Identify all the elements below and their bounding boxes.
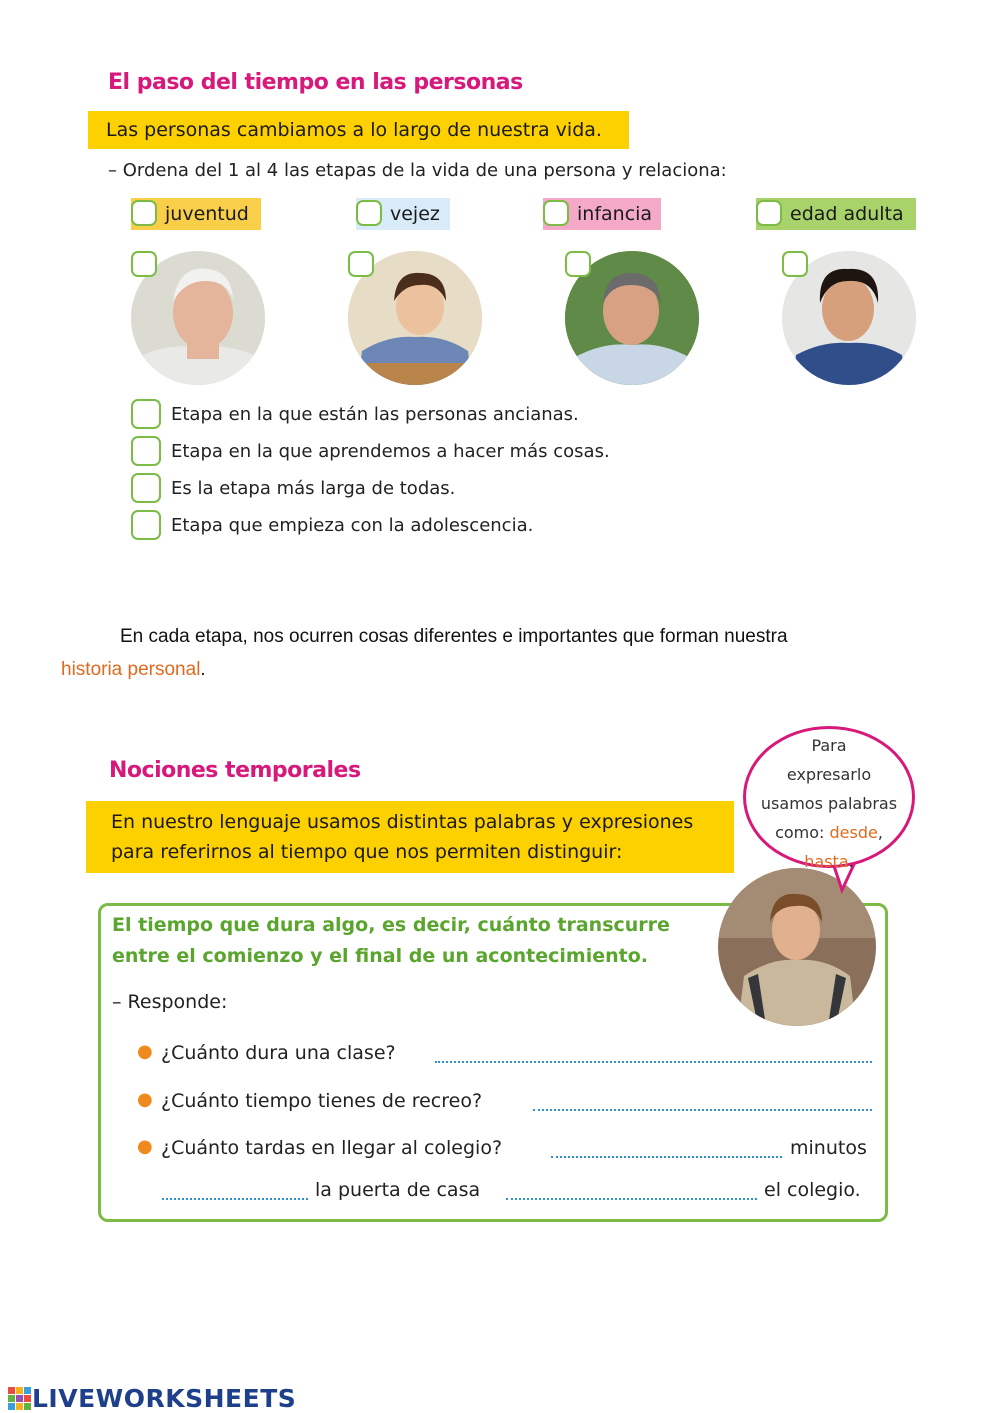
statement-1: Etapa en la que están las personas ancianas.: [171, 404, 579, 425]
nociones-banner-line-2: para referirnos al tiempo que nos permiten distinguir:: [111, 841, 623, 863]
paragraph-line-2: [61, 659, 206, 681]
stage-vejez-text: vejez: [390, 203, 440, 225]
box-definition-line-2: entre el comienzo y el final de un acontecimiento.: [112, 945, 648, 967]
statement-checkbox-1[interactable]: [131, 399, 161, 429]
bubble-line-4: [746, 818, 912, 847]
photo-checkbox-elderly[interactable]: [131, 251, 157, 277]
speech-bubble: [743, 726, 915, 871]
stage-infancia-text: infancia: [577, 203, 653, 225]
bubble-line-1: Para: [811, 736, 847, 755]
stage-label-infancia: [543, 198, 661, 230]
statement-4: Etapa que empieza con la adolescencia.: [171, 515, 534, 536]
stage-edad-adulta-text: edad adulta: [790, 203, 904, 225]
bullet-icon: ●: [137, 1089, 153, 1110]
question-2: ¿Cuánto tiempo tienes de recreo?: [161, 1090, 483, 1112]
footer-brand: [8, 1384, 296, 1413]
stage-label-juventud: [131, 198, 261, 230]
minutes-label: minutos: [790, 1137, 867, 1159]
statement-2: Etapa en la que aprendemos a hacer más cosas.: [171, 441, 610, 462]
bullet-icon: ●: [137, 1136, 153, 1157]
responde-label: – Responde:: [112, 991, 228, 1013]
box-definition-line-1: El tiempo que dura algo, es decir, cuánto transcurre: [112, 914, 670, 936]
order-checkbox-edad-adulta[interactable]: [756, 200, 782, 226]
order-checkbox-juventud[interactable]: [131, 200, 157, 226]
order-checkbox-infancia[interactable]: [543, 200, 569, 226]
bubble-line-2: expresarlo: [786, 765, 872, 784]
photo-checkbox-adult[interactable]: [565, 251, 591, 277]
question-3: ¿Cuánto tardas en llegar al colegio?: [161, 1137, 503, 1159]
question-1: ¿Cuánto dura una clase?: [161, 1042, 396, 1064]
paragraph-line-1: En cada etapa, nos ocurren cosas diferentes e importantes que forman nuestra: [120, 626, 788, 647]
bullet-icon: ●: [137, 1041, 153, 1062]
door-of-house-label: la puerta de casa: [315, 1179, 481, 1201]
order-checkbox-vejez[interactable]: [356, 200, 382, 226]
bubble-word-hasta: hasta: [804, 852, 849, 871]
stage-label-vejez: [356, 198, 450, 230]
liveworksheets-brand-text: LIVEWORKSHEETS: [32, 1384, 297, 1413]
nociones-banner: [86, 801, 734, 873]
nociones-banner-line-1: En nuestro lenguaje usamos distintas palabras y expresiones: [111, 811, 694, 833]
answer-field-3-to[interactable]: [506, 1198, 757, 1200]
bubble-period: .: [848, 852, 854, 871]
bubble-word-desde: desde: [829, 823, 878, 842]
stage-label-edad-adulta: [756, 198, 916, 230]
liveworksheets-logo-icon: [8, 1387, 32, 1411]
intro-banner: Las personas cambiamos a lo largo de nuestra vida.: [88, 111, 629, 149]
statement-3: Es la etapa más larga de todas.: [171, 478, 456, 499]
bubble-line-5: [746, 847, 912, 876]
bubble-como: como:: [775, 823, 830, 842]
answer-field-2[interactable]: [533, 1109, 872, 1111]
answer-field-3-from[interactable]: [162, 1198, 308, 1200]
answer-field-3-minutes[interactable]: [551, 1156, 782, 1158]
bubble-comma: ,: [877, 823, 883, 842]
answer-field-1[interactable]: [435, 1061, 872, 1063]
statement-checkbox-3[interactable]: [131, 473, 161, 503]
section-title-nociones: Nociones temporales: [109, 758, 361, 783]
historia-personal-highlight: historia personal: [61, 659, 201, 680]
statement-checkbox-4[interactable]: [131, 510, 161, 540]
photo-checkbox-child[interactable]: [348, 251, 374, 277]
school-label: el colegio.: [764, 1179, 861, 1201]
photo-checkbox-young[interactable]: [782, 251, 808, 277]
instruction-text: – Ordena del 1 al 4 las etapas de la vida de una persona y relaciona:: [108, 160, 727, 181]
paragraph-period: .: [200, 659, 206, 680]
bubble-line-3: usamos palabras: [760, 794, 898, 813]
section-title-paso-tiempo: El paso del tiempo en las personas: [108, 70, 523, 95]
statement-checkbox-2[interactable]: [131, 436, 161, 466]
stage-juventud-text: juventud: [165, 203, 249, 225]
